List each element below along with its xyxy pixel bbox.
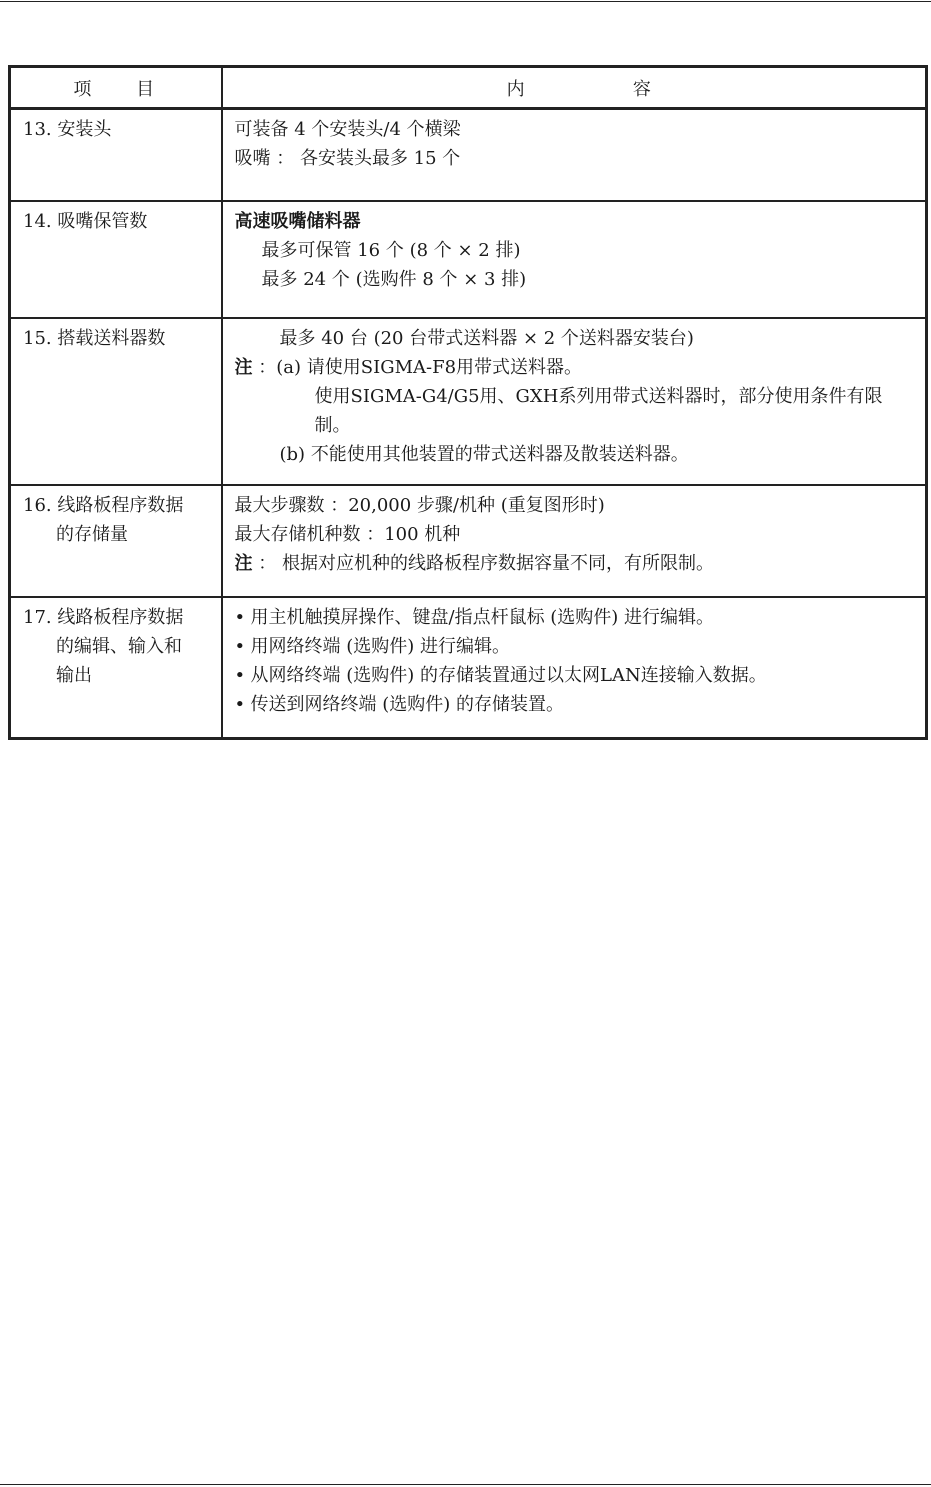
list-item-text: 传送到网络终端 (选购件) 的存储装置。	[250, 694, 564, 715]
row-item-label: 14. 吸嘴保管数	[23, 211, 148, 232]
header-item-char: 目	[136, 78, 155, 100]
bullet-icon: •	[234, 694, 246, 715]
note-line	[235, 549, 914, 578]
row-item-cell	[10, 201, 222, 318]
row-item-cell	[10, 485, 222, 597]
table-row	[10, 109, 927, 202]
note-b-text: 不能使用其他装置的带式送料器及散装送料器。	[310, 444, 689, 465]
list-item-text: 从网络终端 (选购件) 的存储装置通过以太网LAN连接输入数据。	[250, 665, 767, 686]
row-item-label: 的存储量	[56, 524, 128, 545]
bullet-icon: •	[234, 665, 246, 686]
table-row	[10, 201, 927, 318]
note-text: ： 根据对应机种的线路板程序数据容量不同，有所限制。	[258, 553, 714, 574]
content-line: 吸嘴 ： 各安装头最多 15 个	[234, 148, 461, 169]
row-item-label: 16. 线路板程序数据	[23, 495, 184, 516]
note-a-text: 请使用SIGMA-F8用带式送料器。	[306, 357, 583, 378]
content-line: 最大步骤数 ：20,000 步骤/机种 (重复图形时)	[234, 495, 605, 516]
list-item	[235, 661, 914, 690]
header-item-char: 项	[73, 78, 92, 100]
note-a-prefix: ：(a)	[258, 357, 302, 378]
row-content-cell	[222, 485, 927, 597]
content-line: 最大存储机种数 ：100 机种	[234, 524, 461, 545]
row-item-cell	[10, 109, 222, 202]
note-label: 注	[234, 357, 253, 378]
note-b-prefix: (b)	[279, 444, 306, 465]
content-line: 可装备 4 个安装头/4 个横梁	[234, 119, 461, 140]
top-rule	[0, 1, 931, 2]
list-item-text: 用主机触摸屏操作、键盘/指点杆鼠标 (选购件) 进行编辑。	[250, 607, 715, 628]
header-item	[10, 67, 222, 109]
list-item	[235, 603, 914, 632]
row-item-label: 13. 安装头	[23, 119, 112, 140]
row-content-cell	[222, 318, 927, 485]
list-item	[235, 632, 914, 661]
header-content	[222, 67, 927, 109]
content-line: 最多 24 个 (选购件 8 个 × 3 排)	[261, 269, 527, 290]
row-content-cell	[222, 201, 927, 318]
list-item	[235, 690, 914, 719]
bullet-icon: •	[234, 636, 246, 657]
row-item-label: 输出	[56, 665, 92, 686]
note-a-continuation: 使用SIGMA-G4/G5用、GXH系列用带式送料器时，部分使用条件有限制。	[314, 386, 883, 436]
row-item-cell	[10, 597, 222, 739]
table-header-row	[10, 67, 927, 109]
note-a	[235, 353, 914, 382]
header-content-char: 内	[506, 78, 525, 100]
table-row	[10, 318, 927, 485]
row-item-label: 17. 线路板程序数据	[23, 607, 184, 628]
list-item-text: 用网络终端 (选购件) 进行编辑。	[250, 636, 510, 657]
spec-table	[8, 65, 928, 740]
note-b	[235, 440, 914, 469]
content-line: 最多 40 台 (20 台带式送料器 × 2 个送料器安装台)	[279, 328, 694, 349]
note-label: 注	[234, 553, 253, 574]
table-row	[10, 485, 927, 597]
row-item-cell	[10, 318, 222, 485]
row-item-label: 15. 搭载送料器数	[23, 328, 166, 349]
bullet-icon: •	[234, 607, 246, 628]
bottom-rule	[0, 1484, 931, 1485]
row-content-cell	[222, 109, 927, 202]
header-content-char: 容	[632, 78, 651, 100]
row-content-cell	[222, 597, 927, 739]
row-item-label: 的编辑、输入和	[56, 636, 182, 657]
content-subtitle: 高速吸嘴储料器	[234, 211, 361, 232]
content-line: 最多可保管 16 个 (8 个 × 2 排)	[261, 240, 521, 261]
table-row	[10, 597, 927, 739]
